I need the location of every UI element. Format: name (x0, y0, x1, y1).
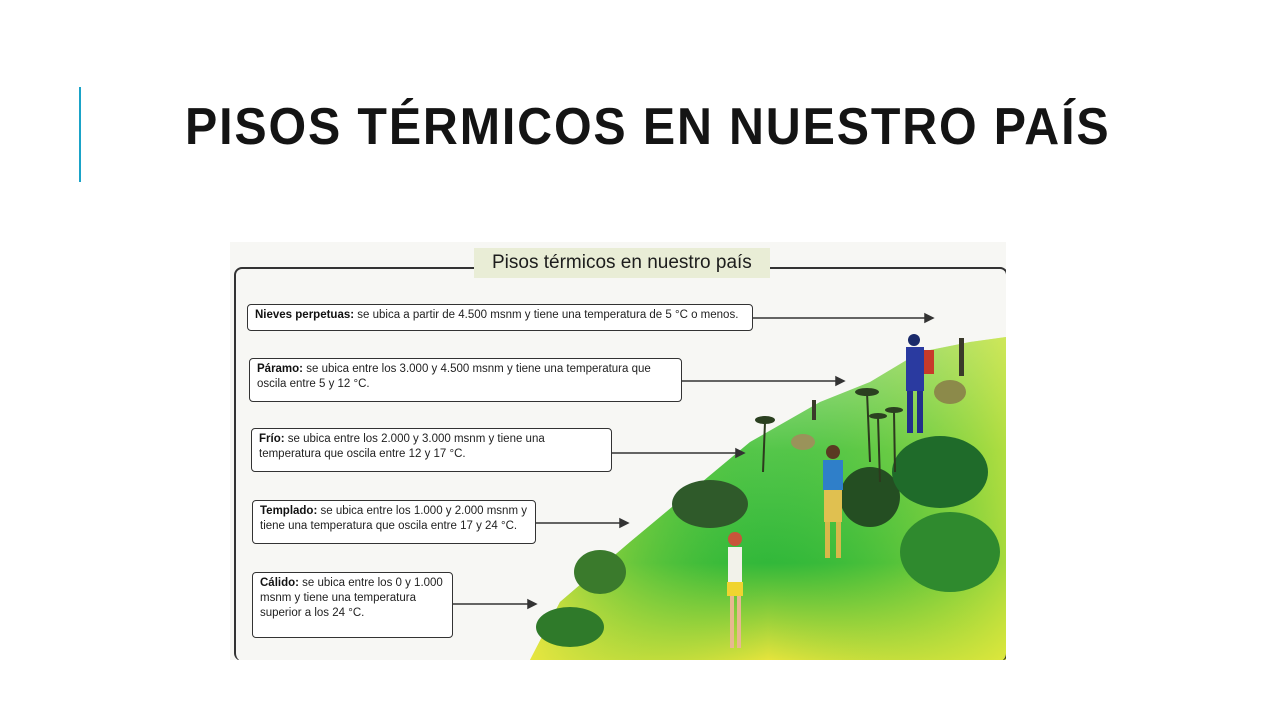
zone-description: se ubica entre los 2.000 y 3.000 msnm y tiene una temperatura que oscila entre 12 y 17 °C. (259, 433, 545, 460)
zone-name: Templado: (260, 505, 318, 517)
zone-name: Frío: (259, 433, 285, 445)
zone-paramo (249, 358, 682, 402)
zone-description: se ubica entre los 0 y 1.000 msnm y tiene una temperatura superior a los 24 °C. (260, 577, 443, 619)
zone-templado (252, 500, 536, 544)
zone-description: se ubica entre los 1.000 y 2.000 msnm y tiene una temperatura que oscila entre 17 y 24 °C. (260, 505, 527, 532)
zone-description: se ubica entre los 3.000 y 4.500 msnm y tiene una temperatura que oscila entre 5 y 12 °C. (257, 363, 651, 390)
thermal-floors-illustration (230, 242, 1006, 660)
zone-description: se ubica a partir de 4.500 msnm y tiene una temperatura de 5 °C o menos. (354, 309, 739, 321)
zone-name: Cálido: (260, 577, 299, 589)
figure-title: Pisos térmicos en nuestro país (474, 248, 770, 278)
zone-name: Páramo: (257, 363, 304, 375)
zone-name: Nieves perpetuas: (255, 309, 355, 321)
title-accent-line (79, 87, 81, 182)
zone-nieves-perpetuas (247, 304, 753, 331)
slide-title: PISOS TÉRMICOS EN NUESTRO PAÍS (185, 98, 1111, 156)
zone-frio (251, 428, 612, 472)
zone-calido (252, 572, 453, 638)
